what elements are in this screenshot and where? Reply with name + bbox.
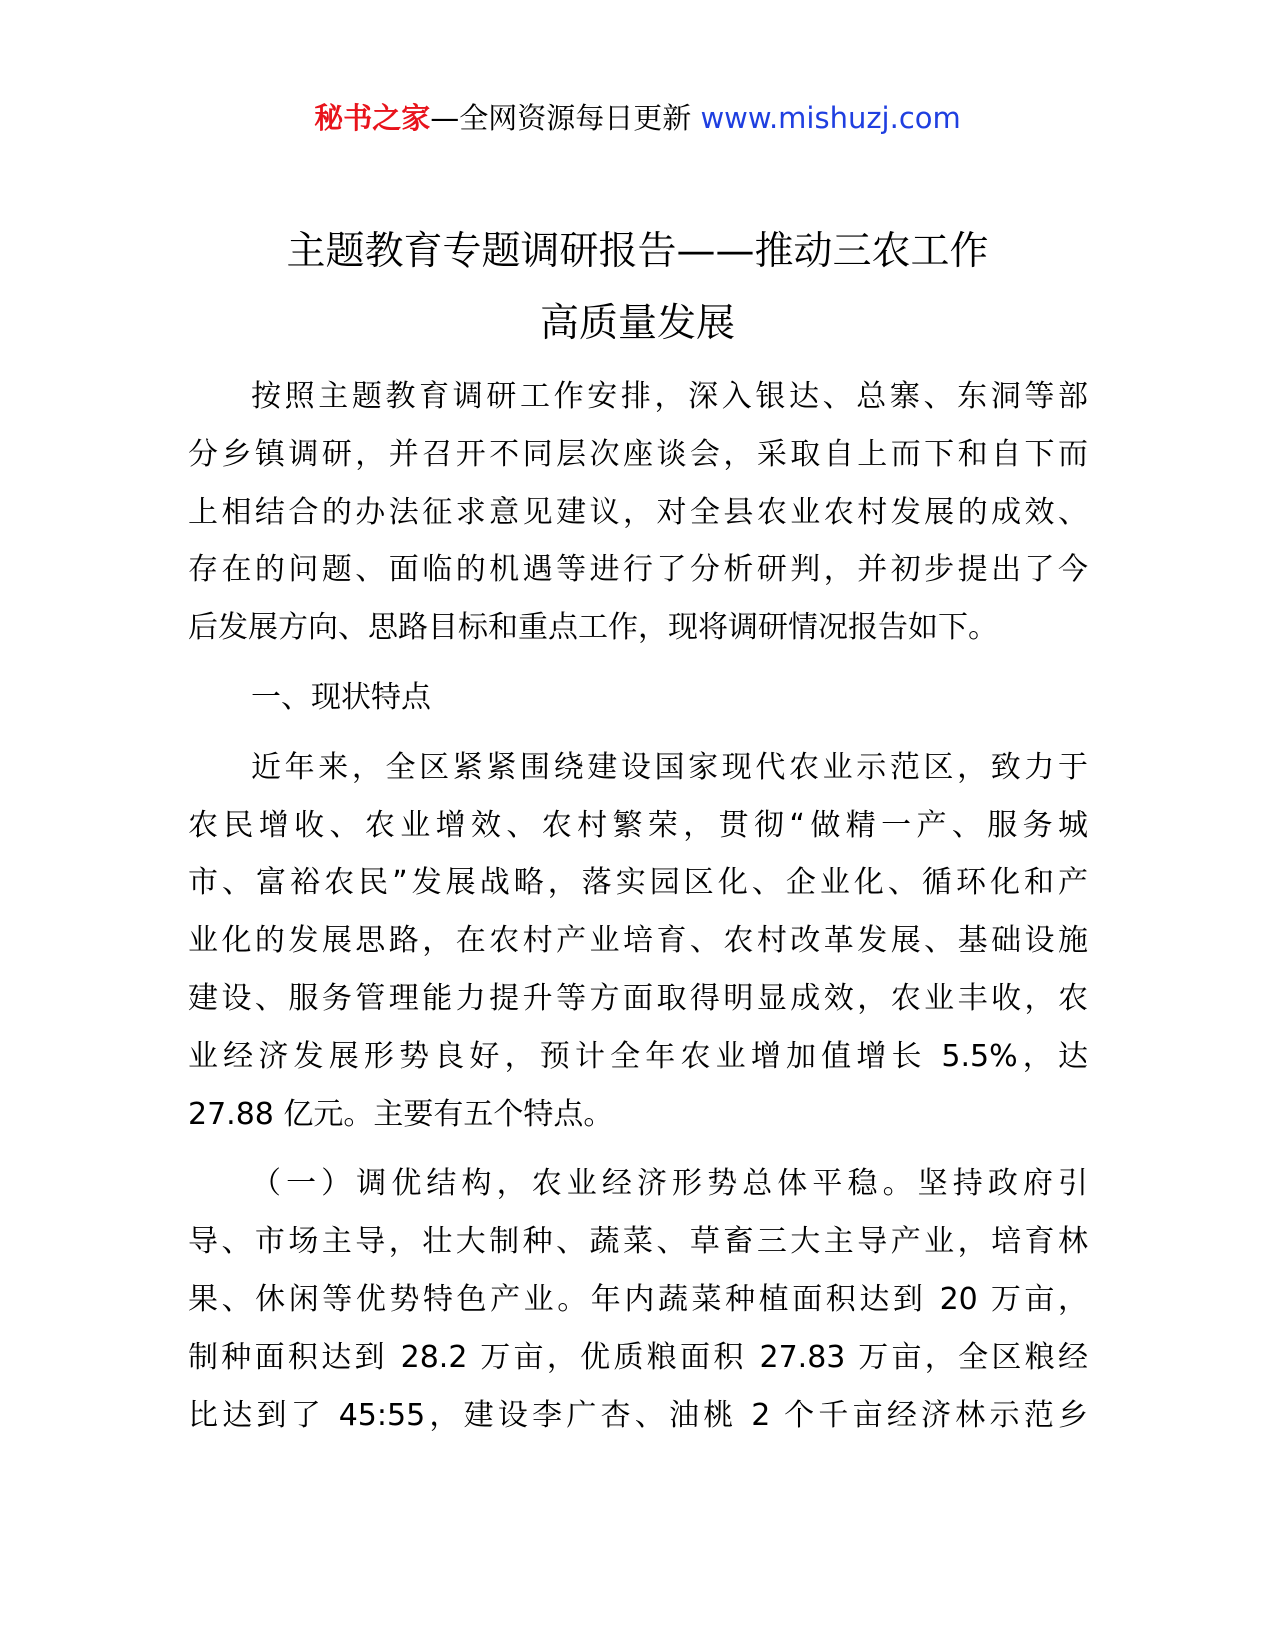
paragraph-line: 制种面积达到 28.2 万亩，优质粮面积 27.83 万亩，全区粮经 — [188, 1339, 1088, 1375]
section-paragraph — [188, 739, 1088, 1144]
paragraph-line: 业化的发展思路，在农村产业培育、农村改革发展、基础设施 — [188, 923, 1088, 959]
paragraph-line: 近年来，全区紧紧围绕建设国家现代农业示范区，致力于 — [251, 749, 1088, 785]
site-header — [0, 98, 1275, 138]
paragraph-line: 存在的问题、面临的机遇等进行了分析研判，并初步提出了今 — [188, 552, 1088, 588]
paragraph-line: 业经济发展形势良好，预计全年农业增加值增长 5.5%，达 — [188, 1038, 1088, 1074]
paragraph-line: 分乡镇调研，并召开不同层次座谈会，采取自上而下和自下而 — [188, 436, 1088, 472]
paragraph-line: 比达到了 45:55，建设李广杏、油桃 2 个千亩经济林示范乡 — [188, 1397, 1088, 1433]
site-url-link[interactable]: www.mishuzj.com — [700, 101, 961, 135]
paragraph-line: 市、富裕农民”发展战略，落实园区化、企业化、循环化和产 — [188, 865, 1088, 901]
document-title-line-2: 高质量发展 — [539, 301, 735, 346]
intro-paragraph — [188, 368, 1088, 657]
paragraph-line: 导、市场主导，壮大制种、蔬菜、草畜三大主导产业，培育林 — [188, 1224, 1088, 1260]
subsection-paragraph — [188, 1155, 1088, 1444]
brand-name: 秘书之家 — [314, 101, 431, 135]
paragraph-line: 上相结合的办法征求意见建议，对全县农业农村发展的成效、 — [188, 494, 1088, 530]
paragraph-line: （一）调优结构，农业经济形势总体平稳。坚持政府引 — [251, 1166, 1088, 1202]
paragraph-line: 果、休闲等优势特色产业。年内蔬菜种植面积达到 20 万亩， — [188, 1281, 1088, 1317]
section-heading: 一、现状特点 — [251, 679, 431, 715]
site-slogan: —全网资源每日更新 — [430, 101, 692, 135]
paragraph-line: 农民增收、农业增效、农村繁荣，贯彻“做精一产、服务城 — [188, 807, 1088, 843]
paragraph-line: 建设、服务管理能力提升等方面取得明显成效，农业丰收，农 — [188, 980, 1088, 1016]
document-body — [188, 368, 1088, 1444]
paragraph-line: 后发展方向、思路目标和重点工作，现将调研情况报告如下。 — [188, 610, 998, 646]
paragraph-line: 按照主题教育调研工作安排，深入银达、总寨、东洞等部 — [251, 379, 1088, 414]
document-title-line-1: 主题教育专题调研报告——推动三农工作 — [286, 229, 989, 274]
paragraph-line: 27.88 亿元。主要有五个特点。 — [188, 1096, 614, 1132]
